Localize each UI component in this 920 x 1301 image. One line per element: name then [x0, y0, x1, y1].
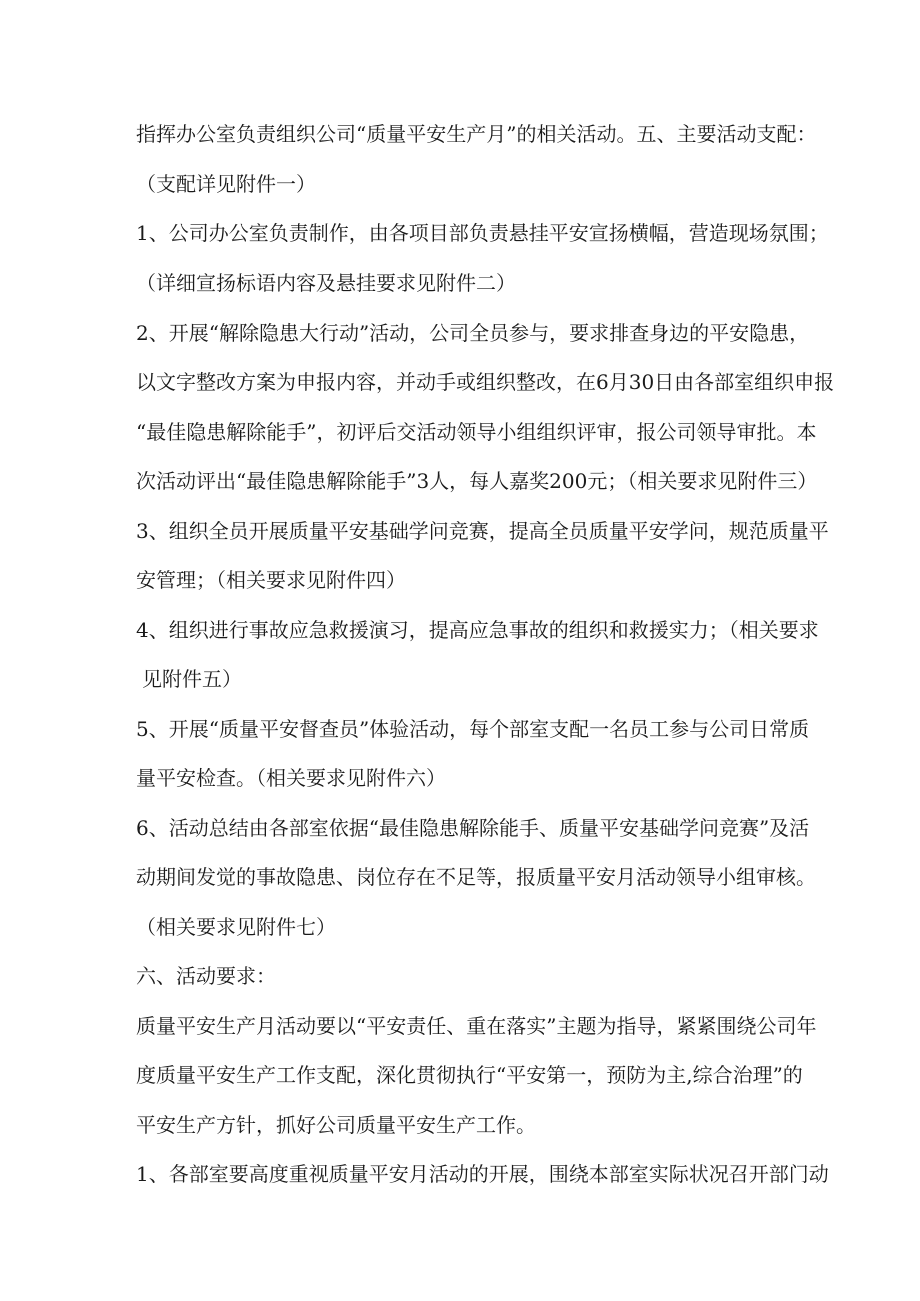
text-line: 1、公司办公室负责制作，由各项目部负责悬挂平安宣扬横幅，营造现场氛围； — [136, 221, 829, 245]
text-line: 指挥办公室负责组织公司“质量平安生产月”的相关活动。五、主要活动支配： — [136, 122, 817, 146]
text-line: 质量平安生产月活动要以“平安责任、重在落实”主题为指导，紧紧围绕公司年 — [136, 1014, 817, 1038]
text-line: 安管理；（相关要求见附件四） — [136, 568, 406, 592]
text-line: 以文字整改方案为申报内容，并动手或组织整改，在6月30日由各部室组织申报 — [136, 370, 835, 394]
text-line: 6、活动总结由各部室依据“最佳隐患解除能手、质量平安基础学问竞赛”及活 — [136, 816, 810, 840]
text-line: 六、活动要求： — [136, 964, 276, 988]
text-line: （详细宣扬标语内容及悬挂要求见附件二） — [136, 271, 516, 295]
text-line: 平安生产方针，抓好公司质量平安生产工作。 — [136, 1113, 536, 1137]
text-line: 3、组织全员开展质量平安基础学问竞赛，提高全员质量平安学问，规范质量平 — [136, 519, 829, 543]
text-line: 量平安检查。（相关要求见附件六） — [136, 766, 446, 790]
text-line: （支配详见附件一） — [136, 172, 316, 196]
text-line: 2、开展“解除隐患大行动”活动，公司全员参与，要求排查身边的平安隐患， — [136, 321, 810, 345]
text-line: （相关要求见附件七） — [136, 915, 336, 939]
text-line: 1、各部室要高度重视质量平安月活动的开展，围绕本部室实际状况召开部门动 — [136, 1162, 829, 1186]
text-line: 度质量平安生产工作支配，深化贯彻执行“平安第一，预防为主,综合治理”的 — [136, 1063, 803, 1087]
text-line: 动期间发觉的事故隐患、岗位存在不足等，报质量平安月活动领导小组审核。 — [136, 865, 816, 889]
text-line: 4、组织进行事故应急救援演习，提高应急事故的组织和救援实力；（相关要求 — [136, 618, 819, 642]
text-line: 次活动评出“最佳隐患解除能手”3人，每人嘉奖200元；（相关要求见附件三） — [136, 469, 818, 493]
text-line: “最佳隐患解除能手”，初评后交活动领导小组组织评审，报公司领导审批。本 — [136, 420, 817, 444]
text-line: 见附件五） — [142, 667, 242, 691]
text-line: 5、开展“质量平安督查员”体验活动，每个部室支配一名员工参与公司日常质 — [136, 717, 810, 741]
